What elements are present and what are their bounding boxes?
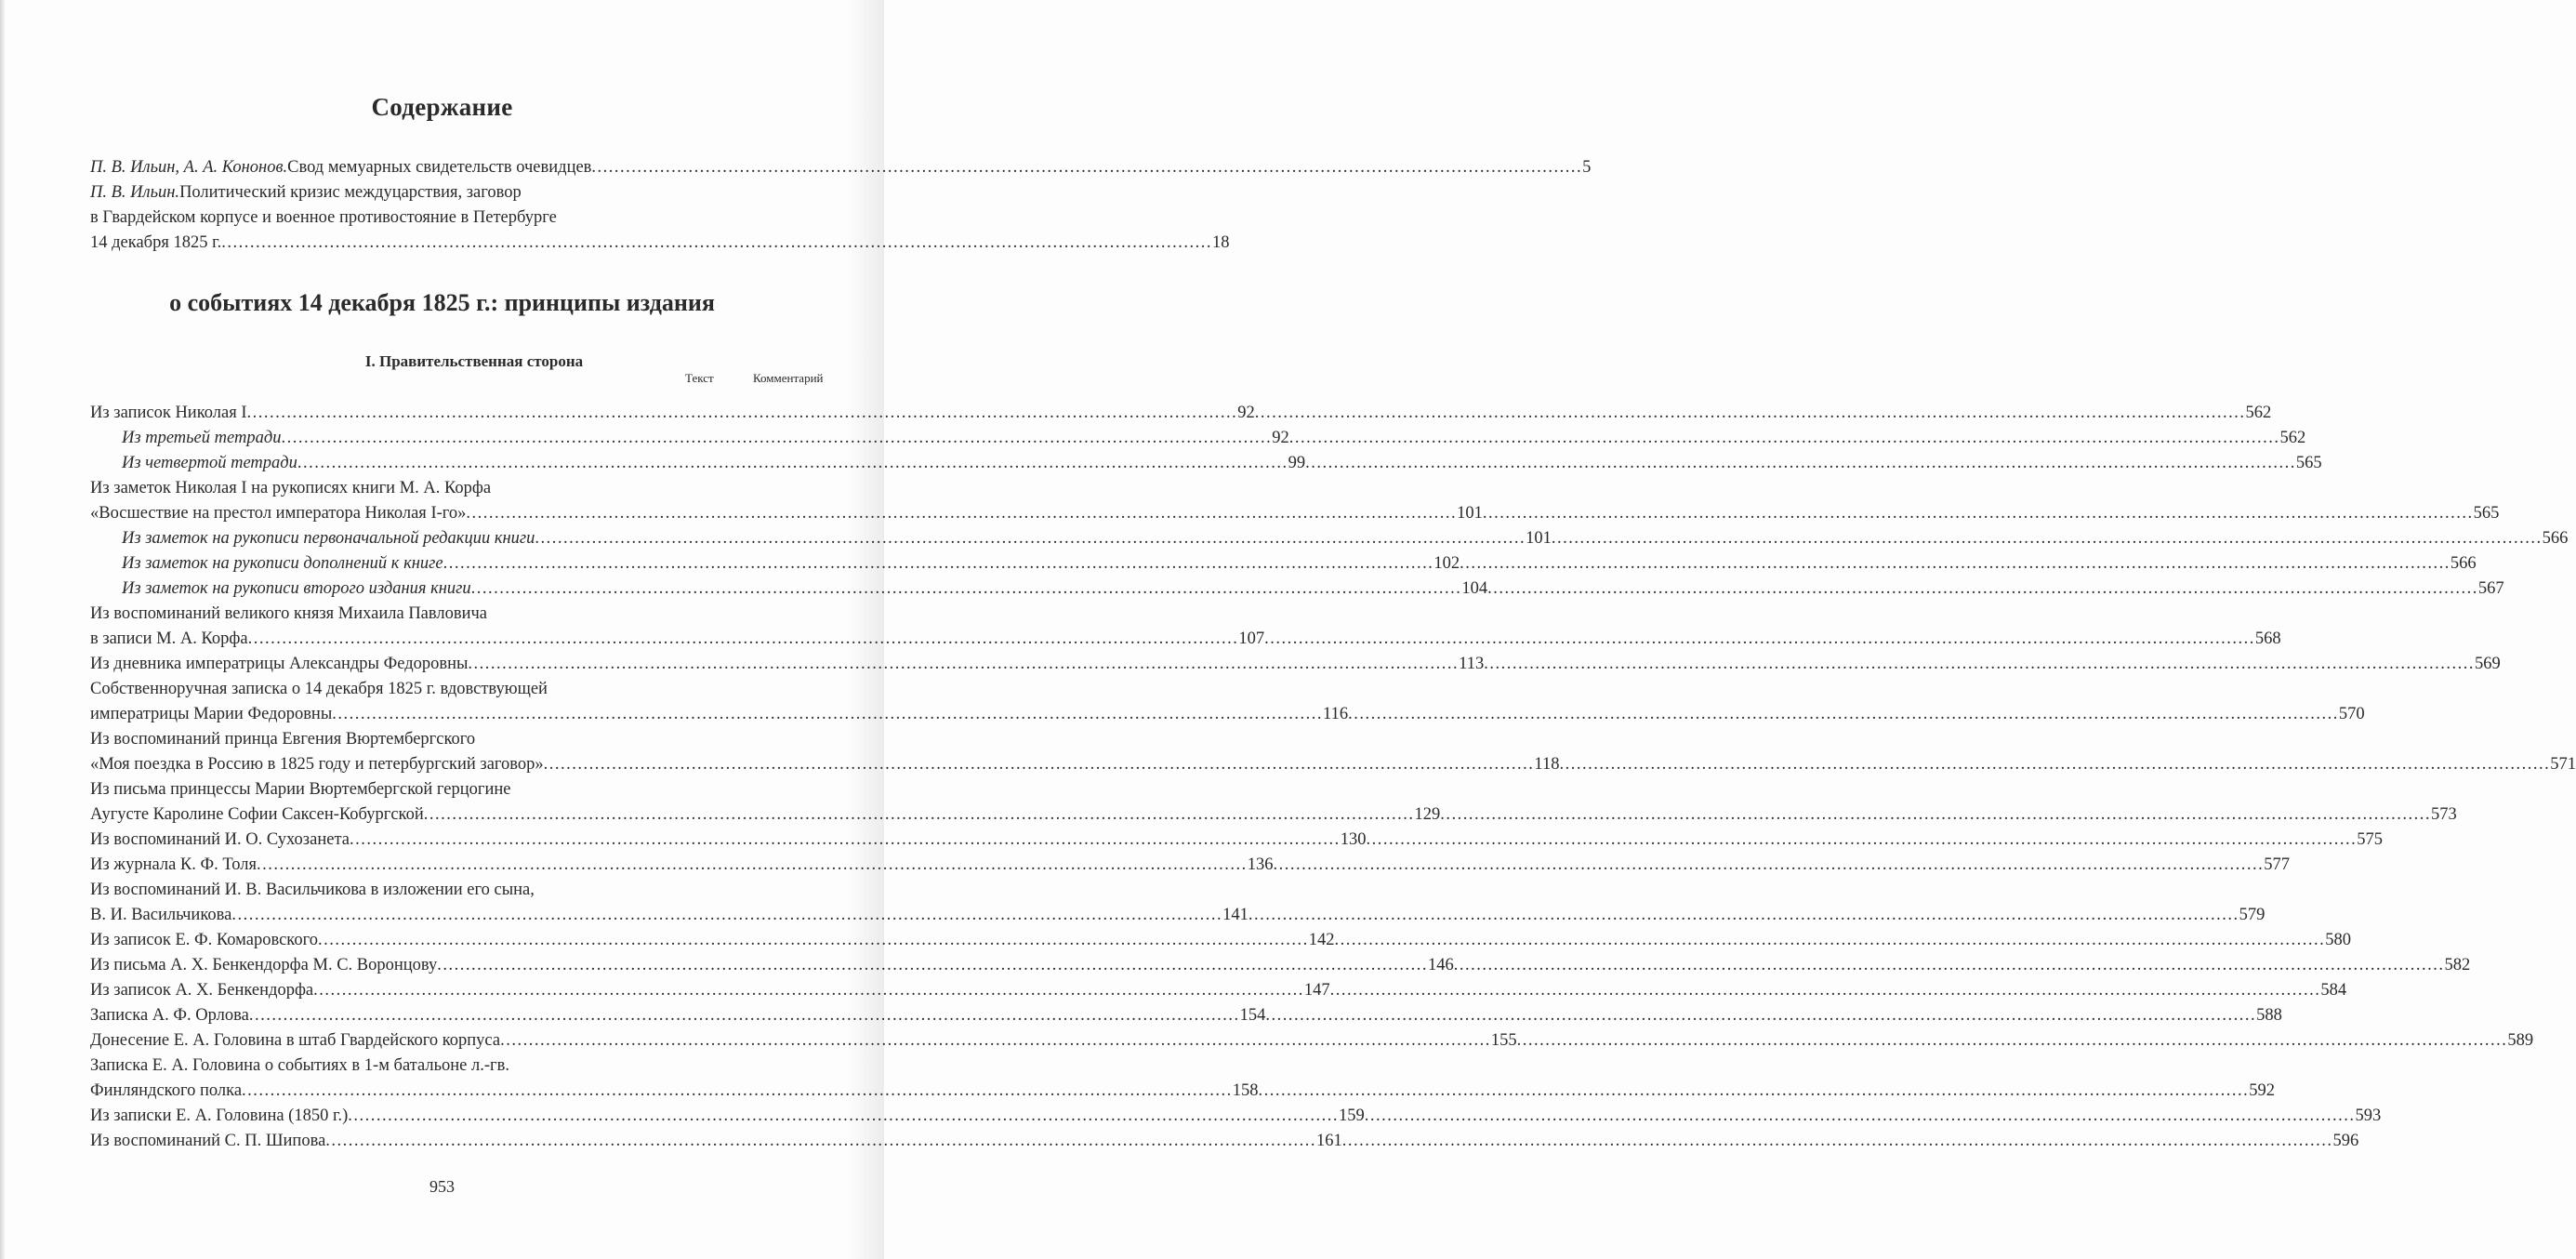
dot-leader: [535, 526, 1526, 551]
dot-leader: [1330, 978, 2321, 1003]
dot-leader: [231, 903, 1222, 928]
text-page: 158: [1232, 1081, 1259, 1100]
intro-toc: [90, 155, 1592, 256]
text-page: 141: [1222, 906, 1248, 924]
toc-entry-line: [90, 1079, 2276, 1104]
dot-leader: [1440, 802, 2431, 828]
section-heading: о событиях 14 декабря 1825 г.: принципы издания: [169, 289, 715, 316]
dot-leader: [1365, 1104, 2356, 1129]
entry-title: Записка А. Ф. Орлова: [90, 1006, 249, 1025]
dot-leader: [544, 752, 1535, 777]
dot-leader: [1248, 903, 2239, 928]
dot-leader: [1342, 1129, 2333, 1154]
text-page: 129: [1414, 805, 1441, 824]
toc-entry-line: [90, 677, 810, 702]
dot-leader: [1264, 627, 2255, 652]
toc-entry-line: [90, 928, 2351, 953]
dot-leader: [1366, 828, 2357, 853]
toc-entry-line: [90, 401, 2272, 426]
entry-title: Из воспоминаний И. В. Васильчикова в изложении его сына,: [90, 881, 535, 899]
dot-leader: [318, 928, 1309, 953]
entry-title: Политический кризис междуцарствия, заговор: [179, 183, 522, 202]
dot-leader: [500, 1028, 1491, 1054]
dot-leader: [1305, 451, 2296, 476]
entry-title: Из четвертой тетради: [122, 454, 297, 472]
dot-leader: [281, 426, 1272, 451]
dot-leader: [1255, 401, 2246, 426]
text-page: 107: [1238, 630, 1265, 648]
toc-entry-line: [90, 878, 810, 903]
entry-title: Из дневника императрицы Александры Федоровны: [90, 655, 469, 673]
comment-page: 589: [2507, 1031, 2534, 1050]
toc-line: [90, 205, 717, 231]
dot-leader: [313, 978, 1304, 1003]
dot-leader: [437, 953, 1428, 978]
toc-entry-line: [90, 426, 2306, 451]
entry-title: Из третьей тетради: [122, 429, 282, 447]
entry-title: Из письма А. Х. Бенкендорфа М. С. Воронцову: [90, 956, 438, 974]
entry-title: Из письма принцессы Марии Вюртембергской герцогине: [90, 780, 511, 799]
text-page: 92: [1272, 429, 1289, 447]
text-page: 146: [1428, 956, 1454, 974]
toc-entry-line: [90, 576, 2504, 602]
toc-entry-line: [90, 1054, 810, 1079]
dot-leader: [468, 652, 1459, 677]
dot-leader: [1259, 1079, 2250, 1104]
page-ref: 18: [1211, 233, 1230, 252]
dot-leader: [242, 1079, 1233, 1104]
text-page: 159: [1339, 1107, 1365, 1125]
entry-title: Из заметок на рукописи первоначальной редакции книги: [122, 529, 535, 548]
comment-page: 562: [2245, 404, 2272, 422]
dot-leader: [332, 702, 1323, 727]
text-page: 142: [1308, 931, 1335, 949]
entry-title: императрицы Марии Федоровны: [90, 705, 333, 723]
toc-entry-line: [90, 777, 810, 802]
entry-title: Из записок Е. Ф. Комаровского: [90, 931, 318, 949]
entry-title: Из заметок на рукописи второго издания книги: [122, 579, 471, 598]
comment-page: 567: [2477, 579, 2504, 598]
dot-leader: [1265, 1003, 2256, 1028]
toc-entry-line: [90, 451, 2322, 476]
dot-leader: [1274, 853, 2265, 878]
toc-entry-line: [90, 802, 2457, 828]
dot-leader: [325, 1129, 1316, 1154]
comment-page: 569: [2475, 655, 2501, 673]
comment-page: 596: [2332, 1132, 2359, 1150]
toc-entry-line: [90, 1028, 2534, 1054]
entry-title: 14 декабря 1825 г.: [90, 233, 222, 252]
toc-entry-line: [90, 978, 2347, 1003]
toc-entry-line: [90, 526, 2569, 551]
entry-title: Аугусте Каролине Софии Саксен-Кобургской: [90, 805, 424, 824]
entry-title: в Гвардейском корпусе и военное противостояние в Петербурге: [90, 208, 557, 227]
toc-entry-line: [90, 903, 2266, 928]
toc-entry-line: [90, 1104, 2382, 1129]
toc-entry-line: [90, 1003, 2282, 1028]
dot-leader: [348, 1104, 1339, 1129]
text-page: 155: [1490, 1031, 1517, 1050]
dot-leader: [1460, 551, 2451, 576]
comment-page: 562: [2279, 429, 2306, 447]
entry-title: Финляндского полка: [90, 1081, 243, 1100]
toc-entry-line: [90, 501, 2500, 526]
entry-title: Из заметок на рукописи дополнений к книге: [122, 554, 443, 573]
text-page: 104: [1461, 579, 1488, 598]
entry-title: Свод мемуарных свидетельств очевидцев: [287, 158, 592, 177]
entry-title: Из воспоминаний И. О. Сухозанета: [90, 830, 350, 849]
entry-title: Из воспоминаний С. П. Шипова: [90, 1132, 326, 1150]
text-page: 92: [1237, 404, 1255, 422]
subsection-heading: I. Правительственная сторона: [364, 352, 584, 370]
entry-title: Донесение Е. А. Головина в штаб Гвардейского корпуса: [90, 1031, 501, 1050]
text-page: 102: [1433, 554, 1460, 573]
entry-title: В. И. Васильчикова: [90, 906, 232, 924]
text-page: 130: [1340, 830, 1367, 849]
text-page: 99: [1288, 454, 1306, 472]
toc-entry-line: [90, 652, 2501, 677]
page-edge-left: [0, 0, 6, 1259]
entry-title: Из журнала К. Ф. Толя: [90, 855, 258, 874]
comment-page: 565: [2295, 454, 2322, 472]
text-page: 154: [1239, 1006, 1266, 1025]
text-page: 161: [1316, 1132, 1342, 1150]
dot-leader: [247, 401, 1238, 426]
dot-leader: [443, 551, 1434, 576]
text-page: 113: [1459, 655, 1485, 673]
entry-title: Из записок А. Х. Бенкендорфа: [90, 981, 314, 1000]
page-ref: 5: [1582, 158, 1592, 177]
dot-leader: [1334, 928, 2325, 953]
dot-leader: [466, 501, 1457, 526]
dot-leader: [1348, 702, 2339, 727]
comment-page: 575: [2357, 830, 2383, 849]
toc-entry-line: [90, 853, 2291, 878]
entry-title: «Моя поездка в Россию в 1825 году и петербургский заговор»: [90, 755, 544, 774]
toc-entry-line: [90, 1129, 2359, 1154]
entry-title: Из записки Е. А. Головина (1850 г.): [90, 1107, 349, 1125]
dot-leader: [248, 627, 1239, 652]
text-page: 116: [1323, 705, 1349, 723]
text-page: 118: [1534, 755, 1560, 774]
toc-entry-line: [90, 476, 810, 501]
toc-entry-line: [90, 953, 2471, 978]
dot-leader: [1454, 953, 2445, 978]
entry-title: Из заметок Николая I на рукописях книги М. А. Корфа: [90, 479, 492, 497]
entry-title: «Восшествие на престол императора Николая I-го»: [90, 504, 467, 523]
toc-entry-line: [90, 702, 2365, 727]
author-name: П. В. Ильин, А. А. Кононов.: [90, 158, 288, 177]
toc-entry-line: [90, 551, 2477, 576]
comment-page: 566: [2542, 529, 2569, 548]
dot-leader: [249, 1003, 1240, 1028]
toc-entry-line: [90, 602, 810, 627]
text-page: 147: [1303, 981, 1330, 1000]
text-page: 101: [1457, 504, 1483, 523]
toc-entry-line: [90, 727, 810, 752]
entry-title: Из записок Николая I: [90, 404, 247, 422]
column-header-comment: Комментарий: [753, 371, 824, 385]
dot-leader: [1487, 576, 2478, 602]
toc-entry-line: [90, 828, 2383, 853]
comment-page: 584: [2320, 981, 2347, 1000]
toc-entry-line: [90, 752, 2576, 777]
dot-leader: [471, 576, 1462, 602]
dot-leader: [1517, 1028, 2508, 1054]
dot-leader: [1560, 752, 2551, 777]
author-name: П. В. Ильин.: [90, 183, 180, 202]
dot-leader: [1484, 652, 2475, 677]
comment-page: 570: [2338, 705, 2365, 723]
dot-leader: [257, 853, 1248, 878]
dot-leader: [591, 155, 1582, 180]
entry-title: Собственноручная записка о 14 декабря 1825 г. вдовствующей: [90, 680, 548, 698]
comment-page: 579: [2239, 906, 2266, 924]
comment-page: 592: [2249, 1081, 2276, 1100]
entries-toc: [90, 401, 2576, 1154]
entry-title: Записка Е. А. Головина о событиях в 1-м батальоне л.-гв.: [90, 1056, 509, 1075]
comment-page: 593: [2355, 1107, 2382, 1125]
dot-leader: [221, 231, 1212, 256]
dot-leader: [350, 828, 1341, 853]
comment-page: 573: [2431, 805, 2457, 824]
dot-leader: [297, 451, 1288, 476]
toc-line: [90, 180, 717, 205]
dot-leader: [1552, 526, 2543, 551]
comment-page: 580: [2325, 931, 2351, 949]
toc-entry-line: [90, 627, 2281, 652]
comment-page: 588: [2256, 1006, 2282, 1025]
entry-title: в записи М. А. Корфа: [90, 630, 248, 648]
text-page: 101: [1526, 529, 1552, 548]
comment-page: 568: [2254, 630, 2281, 648]
comment-page: 582: [2444, 956, 2471, 974]
text-page: 136: [1247, 855, 1274, 874]
comment-page: 565: [2473, 504, 2500, 523]
entry-title: Из воспоминаний принца Евгения Вюртембергского: [90, 730, 476, 749]
dot-leader: [1289, 426, 2280, 451]
toc-line: [90, 155, 1592, 180]
comment-page: 577: [2264, 855, 2291, 874]
dot-leader: [424, 802, 1415, 828]
dot-leader: [1483, 501, 2474, 526]
page-title: Содержание: [371, 93, 513, 121]
column-header-text: Текст: [685, 371, 714, 385]
toc-line: [90, 231, 1230, 256]
page-number: 953: [429, 1177, 455, 1196]
entry-title: Из воспоминаний великого князя Михаила Павловича: [90, 604, 488, 623]
comment-page: 566: [2450, 554, 2477, 573]
comment-page: 571: [2550, 755, 2576, 774]
